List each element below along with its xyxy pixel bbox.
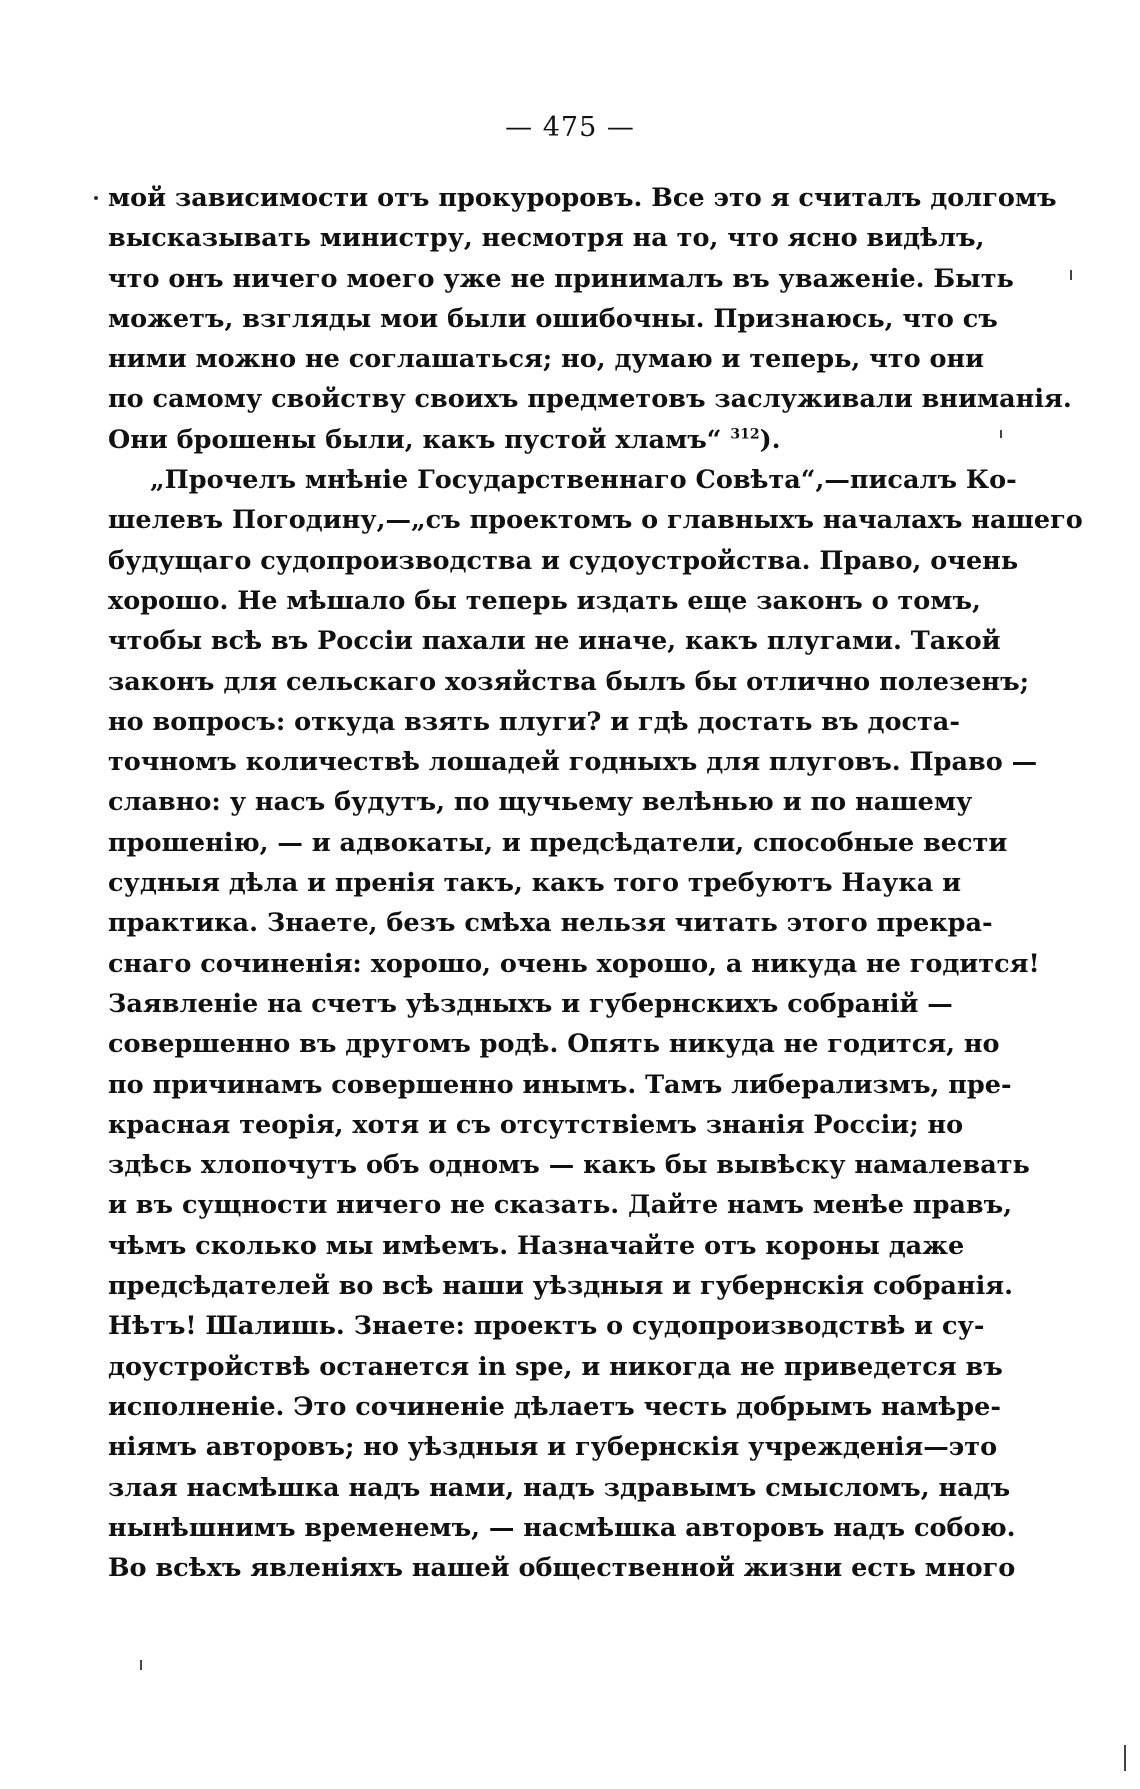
text-line: красная теорія, хотя и съ отсутствіемъ знанія Россіи; но [108,1109,964,1140]
text-line: но вопросъ: откуда взять плуги? и гдѣ достать въ доста- [108,706,960,737]
scan-speck [94,196,98,200]
text-line: прошенію, — и адвокаты, и предсѣдатели, способные вести [108,827,1008,858]
text-fragment: Они брошены были, какъ пустой хламъ“ [108,424,722,455]
text-line: высказывать министру, несмотря на то, что ясно видѣлъ, [108,223,985,254]
text-line: чтобы всѣ въ Россіи пахали не иначе, какъ плугами. Такой [108,626,1001,657]
text-line: ними можно не соглашаться; но, думаю и теперь, что они [108,344,985,375]
body-text [108,178,1083,1588]
text-line: можетъ, взгляды мои были ошибочны. Признаюсь, что съ [108,303,998,334]
text-line: снаго сочиненія: хорошо, очень хорошо, а никуда не годится! [108,948,1040,979]
paragraph-end-line [108,420,938,460]
text-line: здѣсь хлопочутъ объ одномъ — какъ бы вывѣску намалевать [108,1150,1030,1181]
text-line: исполненіе. Это сочиненіе дѣлаетъ честь добрымъ намѣре- [108,1391,1001,1422]
text-line: совершенно въ другомъ родѣ. Опять никуда не годится, но [108,1029,1000,1060]
text-fragment: ). [759,424,781,455]
scan-speck [1070,270,1072,280]
text-line: по самому свойству своихъ предметовъ заслуживали вниманія. [108,384,1072,415]
scan-speck [140,1660,142,1670]
text-line: Во всѣхъ явленіяхъ нашей общественной жизни есть много [108,1553,1016,1584]
footnote-reference: 312 [730,426,760,443]
text-line: чѣмъ сколько мы имѣемъ. Назначайте отъ короны даже [108,1230,965,1261]
text-line: мой зависимости отъ прокуроровъ. Все это я считалъ долгомъ [108,183,1057,213]
scan-speck [1000,430,1002,438]
text-line: злая насмѣшка надъ нами, надъ здравымъ смысломъ, надъ [108,1472,1011,1503]
text-line: законъ для сельскаго хозяйства былъ бы отлично полезенъ; [108,666,1030,697]
text-line: доустройствѣ останется in spe, и никогда не приведется въ [108,1351,1003,1382]
page-number: — 475 — [505,112,635,143]
text-line: будущаго судопроизводства и судоустройства. Право, очень [108,545,1019,576]
text-line: точномъ количествѣ лошадей годныхъ для плуговъ. Право — [108,747,1038,778]
text-line: практика. Знаете, безъ смѣха нельзя читать этого прекра- [108,908,993,939]
text-line: Заявленіе на счетъ уѣздныхъ и губернскихъ собраній — [108,988,953,1019]
text-line: по причинамъ совершенно инымъ. Тамъ либерализмъ, пре- [108,1069,1012,1100]
paragraph-first-line: „Прочелъ мнѣніе Государственнаго Совѣта“,—писалъ Ко- [150,465,1017,496]
text-line: что онъ ничего моего уже не принималъ въ уваженіе. Быть [108,263,1014,294]
scan-speck [1124,1745,1126,1771]
text-line: ніямъ авторовъ; но уѣздныя и губернскія учрежденія—это [108,1432,998,1463]
text-line: судныя дѣла и пренія такъ, какъ того требуютъ Наука и [108,868,962,899]
text-line: шелевъ Погодину,—„съ проектомъ о главныхъ началахъ нашего [108,505,1083,536]
text-line: Нѣтъ! Шалишь. Знаете: проектъ о судопроизводствѣ и су- [108,1311,985,1342]
text-line: славно: у насъ будутъ, по щучьему велѣнью и по нашему [108,787,973,818]
text-line: предсѣдателей во всѣ наши уѣздныя и губернскія собранія. [108,1271,1013,1302]
text-line: и въ сущности ничего не сказать. Дайте намъ менѣе правъ, [108,1190,1013,1221]
text-line: нынѣшнимъ временемъ, — насмѣшка авторовъ надъ собою. [108,1512,1016,1543]
text-line: хорошо. Не мѣшало бы теперь издать еще законъ о томъ, [108,585,981,616]
